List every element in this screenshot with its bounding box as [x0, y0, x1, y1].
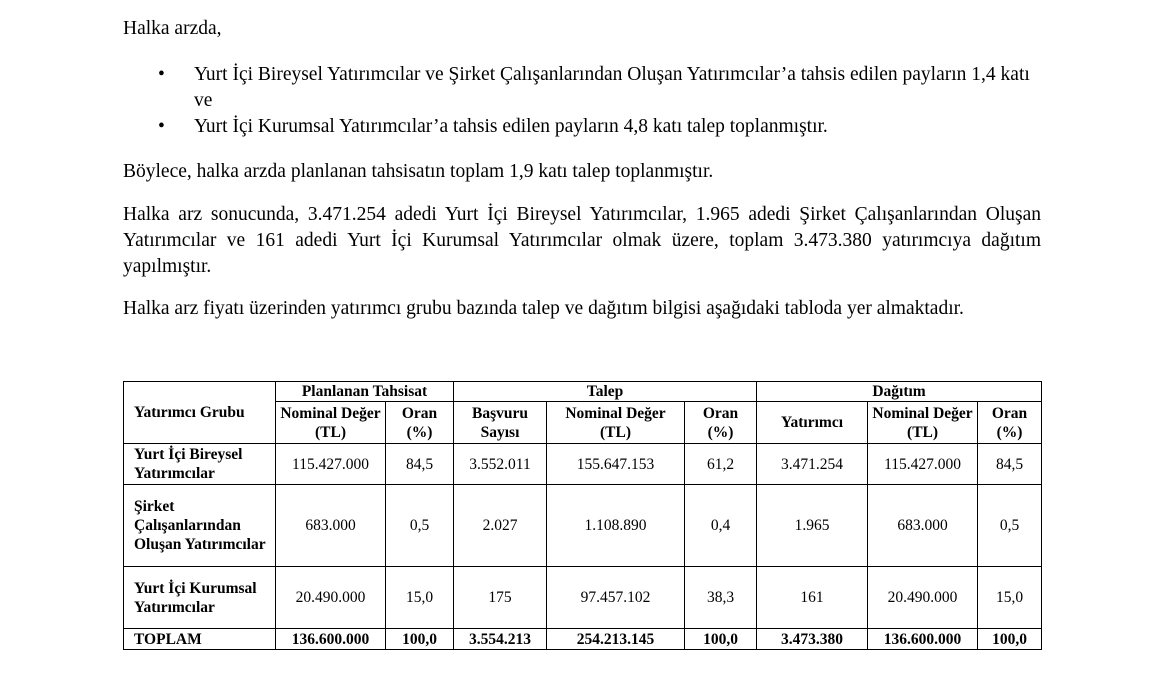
bullet-item: [158, 114, 1042, 140]
bullet-list: [158, 62, 1042, 140]
distribution-paragraph: Halka arz sonucunda, 3.471.254 adedi Yurt İçi Bireysel Yatırımcılar, 1.965 adedi Şirket Çalışanlarından Oluşan Yatırımcılar ve 161 adedi Yurt İçi Kurumsal Yatırımcılar olmak üzere, toplam 3.473.380 yatırımcıya dağıtım yapılmıştır.: [123, 204, 1041, 277]
summary-paragraph: Böylece, halka arzda planlanan tahsisatın toplam 1,9 katı talep toplanmıştır.: [123, 161, 714, 182]
row-label: Yurt İçi Bireysel Yatırımcılar: [124, 444, 276, 485]
subheader-investor: Yatırımcı: [757, 402, 868, 444]
subheader-ratio: Oran (%): [685, 402, 757, 444]
table-cell: 115.427.000: [276, 444, 386, 485]
table-row: [124, 444, 1042, 485]
bullet-text: Yurt İçi Bireysel Yatırımcılar ve Şirket Çalışanlarından Oluşan Yatırımcılar’a tahsis edilen payların 1,4 katı ve: [194, 64, 1030, 111]
subheader-application-count: Başvuru Sayısı: [454, 402, 547, 444]
table-cell: 254.213.145: [547, 629, 685, 650]
subheader-ratio: Oran (%): [386, 402, 454, 444]
table-cell: 3.552.011: [454, 444, 547, 485]
row-label: Yurt İçi Kurumsal Yatırımcılar: [124, 567, 276, 629]
header-distribution: Dağıtım: [757, 382, 1042, 402]
table-cell: 1.108.890: [547, 485, 685, 567]
subheader-ratio: Oran (%): [978, 402, 1042, 444]
subheader-nominal: Nominal Değer (TL): [276, 402, 386, 444]
intro-paragraph: Halka arzda,: [123, 18, 222, 39]
table-cell: 61,2: [685, 444, 757, 485]
table-cell: 84,5: [978, 444, 1042, 485]
table-total-row: [124, 629, 1042, 650]
table-cell: 136.600.000: [276, 629, 386, 650]
table-cell: 100,0: [685, 629, 757, 650]
table-cell: 1.965: [757, 485, 868, 567]
bullet-text: Yurt İçi Kurumsal Yatırımcılar’a tahsis edilen payların 4,8 katı talep toplanmıştır.: [194, 116, 828, 137]
header-investor-group: Yatırımcı Grubu: [124, 382, 276, 444]
table-cell: 2.027: [454, 485, 547, 567]
table-cell: 38,3: [685, 567, 757, 629]
table-cell: 3.554.213: [454, 629, 547, 650]
table-cell: 100,0: [386, 629, 454, 650]
table-cell: 155.647.153: [547, 444, 685, 485]
table-cell: 0,4: [685, 485, 757, 567]
row-label: Şirket Çalışanlarından Oluşan Yatırımcılar: [124, 485, 276, 567]
table-cell: 683.000: [276, 485, 386, 567]
table-cell: 136.600.000: [868, 629, 978, 650]
distribution-table: [123, 381, 1042, 650]
table-cell: 100,0: [978, 629, 1042, 650]
table-cell: 84,5: [386, 444, 454, 485]
subheader-nominal: Nominal Değer (TL): [868, 402, 978, 444]
table-row: [124, 485, 1042, 567]
table-cell: 3.471.254: [757, 444, 868, 485]
table-cell: 97.457.102: [547, 567, 685, 629]
table-cell: 115.427.000: [868, 444, 978, 485]
table-cell: 15,0: [386, 567, 454, 629]
bullet-icon: •: [158, 116, 165, 137]
table-cell: 20.490.000: [868, 567, 978, 629]
table-cell: 3.473.380: [757, 629, 868, 650]
row-label: TOPLAM: [124, 629, 276, 650]
header-planned-allocation: Planlanan Tahsisat: [276, 382, 454, 402]
table-row: [124, 567, 1042, 629]
bullet-item: [158, 62, 1042, 114]
table-cell: 20.490.000: [276, 567, 386, 629]
header-demand: Talep: [454, 382, 757, 402]
table-cell: 15,0: [978, 567, 1042, 629]
subheader-nominal: Nominal Değer (TL): [547, 402, 685, 444]
table-cell: 161: [757, 567, 868, 629]
table-cell: 0,5: [978, 485, 1042, 567]
table-intro-paragraph: Halka arz fiyatı üzerinden yatırımcı grubu bazında talep ve dağıtım bilgisi aşağıdaki tabloda yer almaktadır.: [123, 298, 964, 319]
table-cell: 683.000: [868, 485, 978, 567]
clipped-previous-line: [120, 0, 760, 4]
table-cell: 0,5: [386, 485, 454, 567]
table-cell: 175: [454, 567, 547, 629]
bullet-icon: •: [158, 64, 165, 85]
